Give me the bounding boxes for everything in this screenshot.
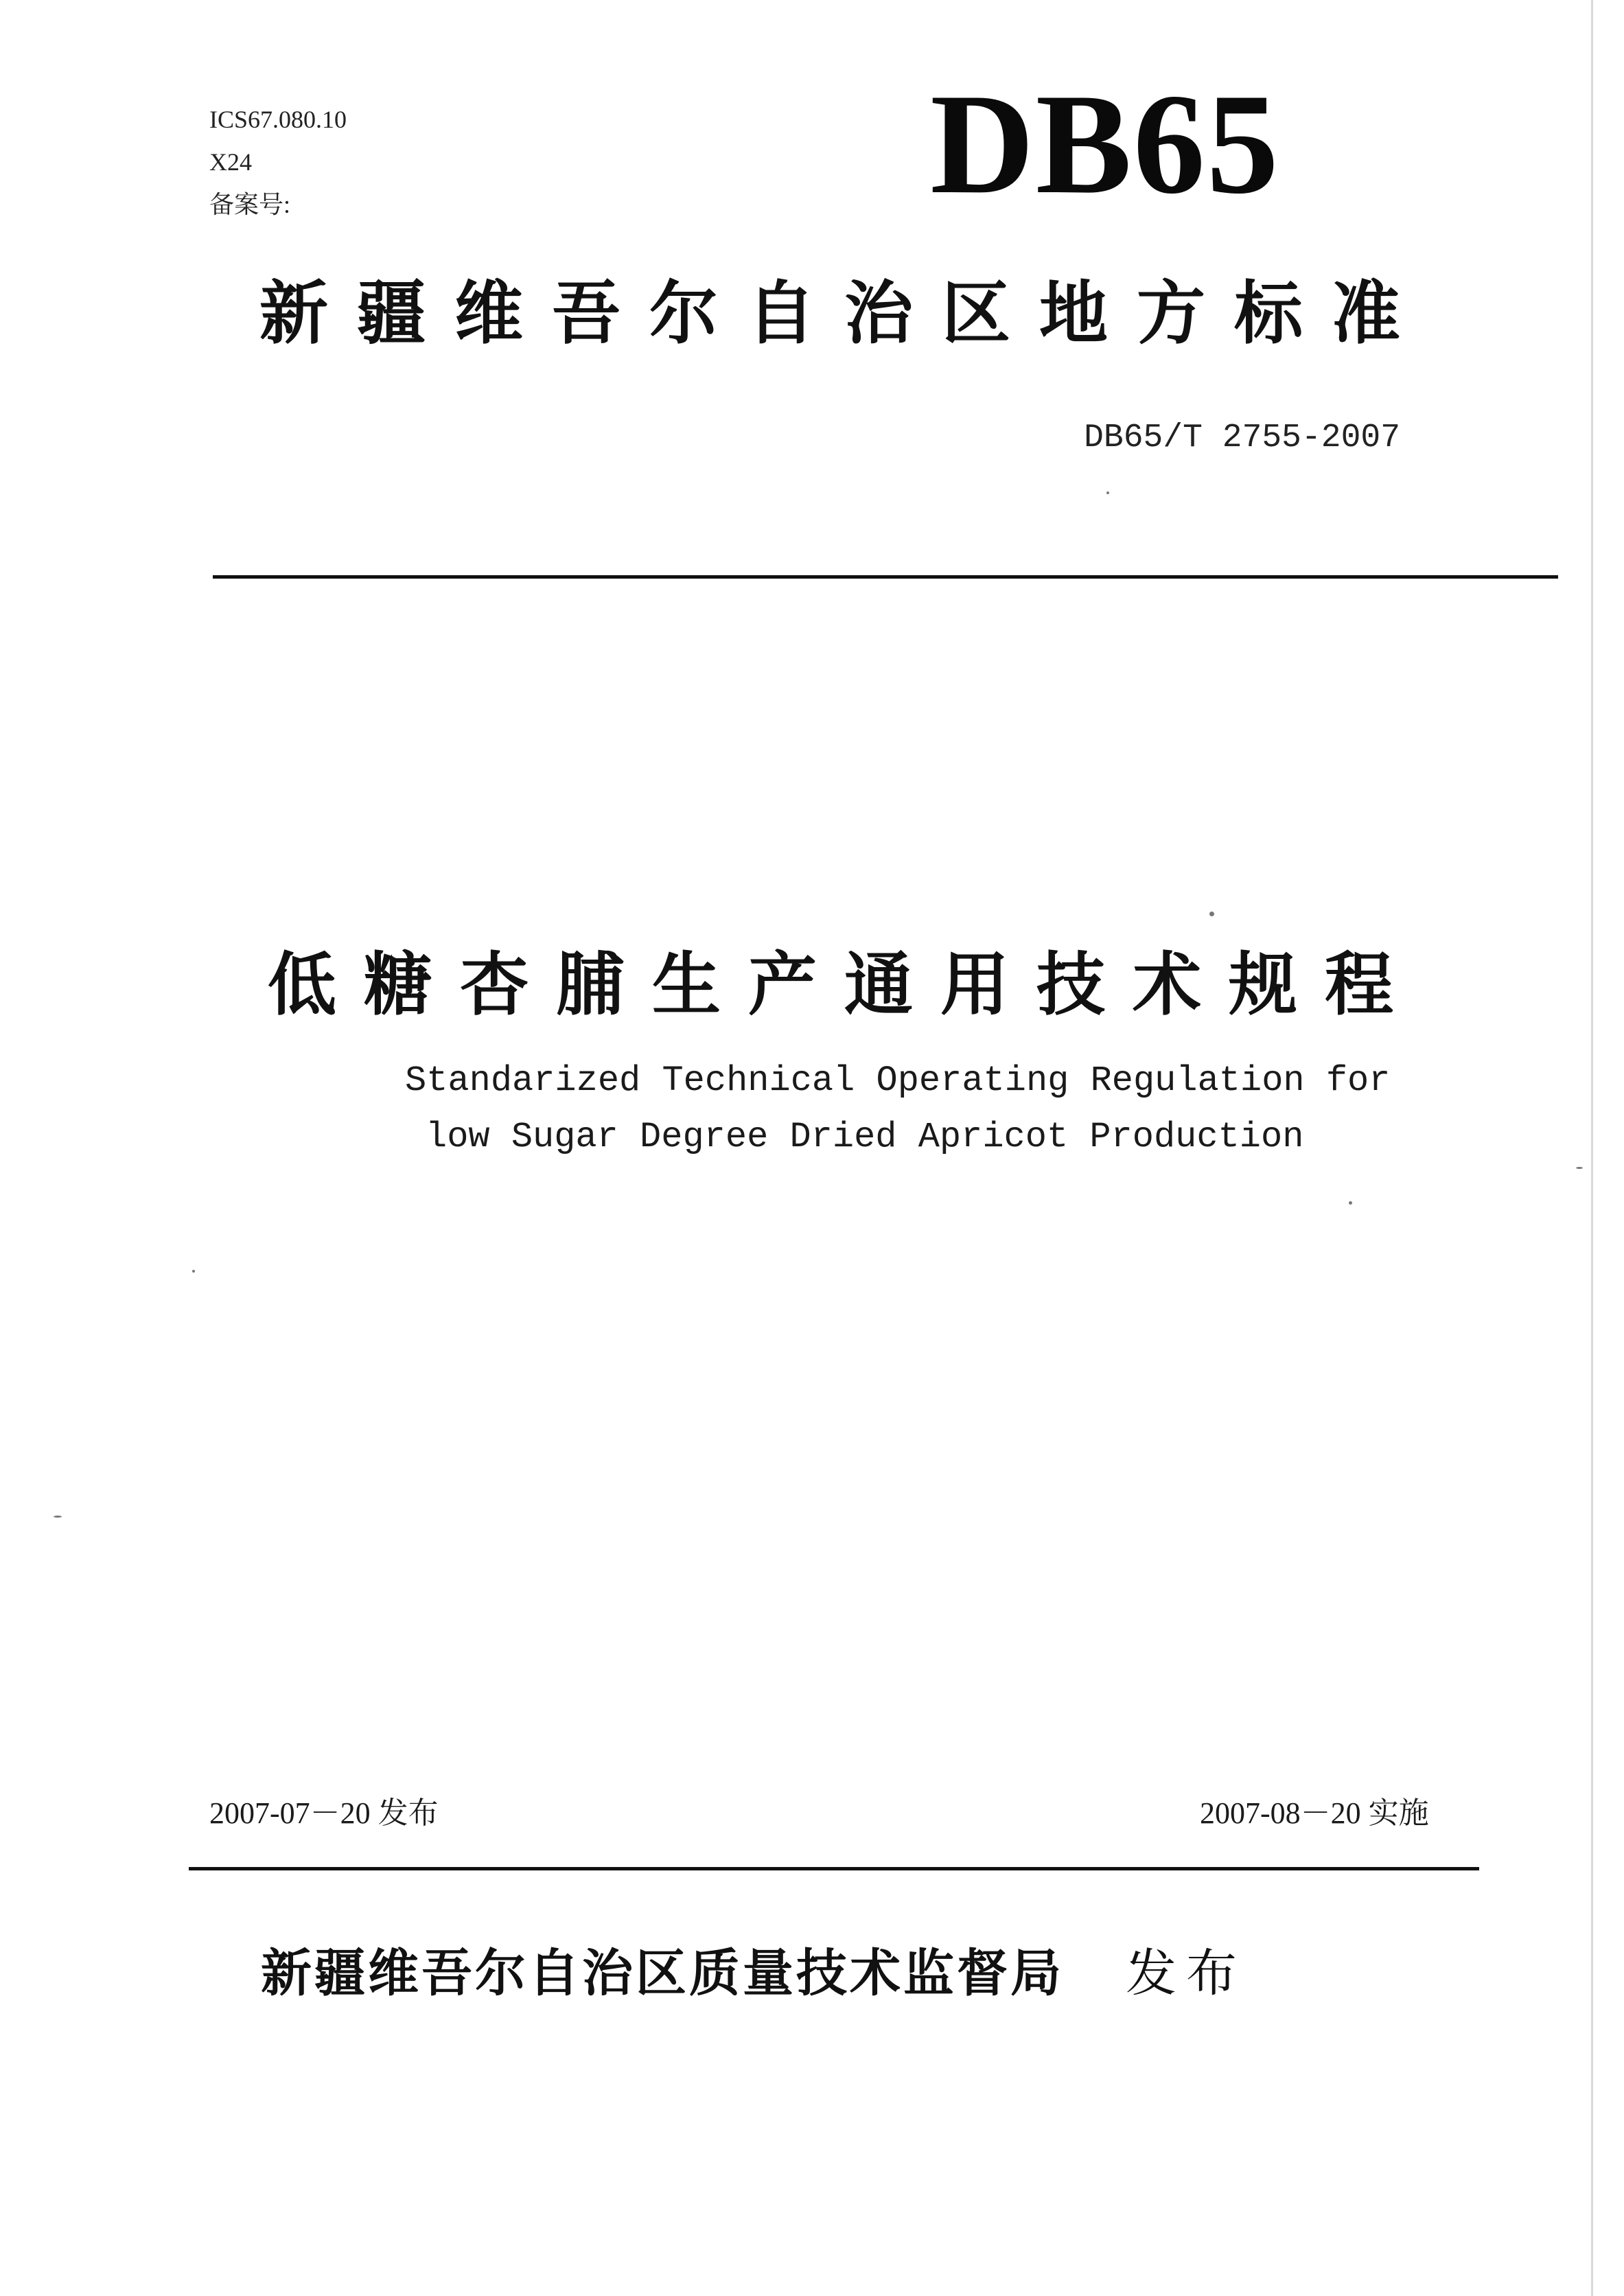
implementation-date: 2007-08－20 实施	[1200, 1796, 1429, 1830]
scan-speck	[1209, 912, 1214, 916]
publisher-name: 新疆维吾尔自治区质量技术监督局	[261, 1944, 1064, 2003]
document-title-en-line2: low Sugar Degree Dried Apricot Production	[426, 1117, 1304, 1157]
scan-speck	[192, 1270, 195, 1273]
scan-page-edge	[1591, 0, 1593, 2296]
filing-number-label: 备案号:	[209, 191, 291, 218]
issue-date: 2007-07－20 发布	[209, 1796, 439, 1830]
publisher-suffix: 发布	[1126, 1944, 1246, 2003]
standard-category-title: 新疆维吾尔自治区地方标准	[259, 273, 1429, 353]
db65-logo: DB65	[930, 65, 1280, 224]
document-title-cn: 低糖杏脯生产通用技术规程	[268, 944, 1421, 1025]
top-divider	[213, 575, 1558, 579]
ics-code: ICS67.080.10	[209, 106, 347, 133]
scan-speck	[54, 1516, 62, 1518]
classification-code: X24	[209, 148, 252, 176]
scan-speck	[1576, 1167, 1583, 1169]
bottom-divider	[189, 1867, 1479, 1870]
publisher-line	[261, 1939, 1441, 2008]
scan-speck	[1349, 1201, 1352, 1205]
document-title-en-line1: Standarized Technical Operating Regulation for	[405, 1060, 1391, 1101]
standard-number: DB65/T 2755-2007	[1084, 419, 1400, 456]
scan-speck	[1106, 491, 1109, 494]
